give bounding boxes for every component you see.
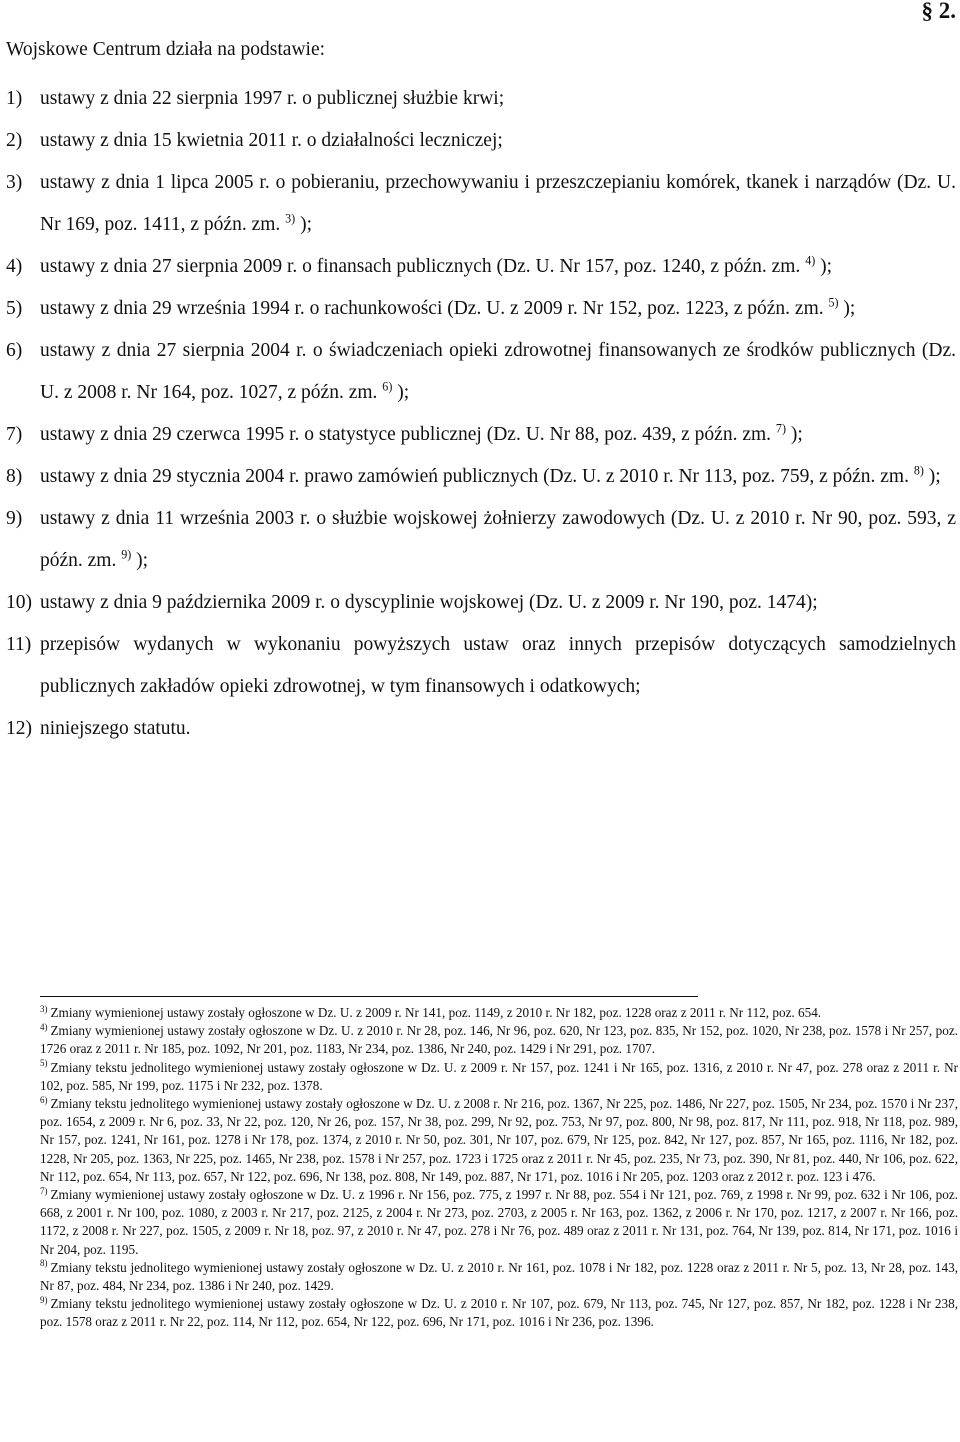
intro-text: Wojskowe Centrum działa na podstawie: bbox=[6, 39, 326, 60]
list-item-closing: ); bbox=[843, 298, 856, 319]
footnote-text: Zmiany tekstu jednolitego wymienionej ustawy zostały ogłoszone w Dz. U. z 2010 r. Nr 107, poz. 679, Nr 113, poz. 745, Nr 127, poz. 857, Nr 182, poz. 1228 i Nr 238, poz. 1578 oraz z 2011 r. Nr 22, poz. 114, Nr 112, poz. 654, Nr 122, poz. 696, Nr 171, poz. 1016 i Nr 236, poz. 1396. bbox=[40, 1296, 958, 1330]
legal-basis-list bbox=[6, 78, 956, 750]
footnote-reference: 3) bbox=[285, 211, 296, 226]
list-item-text bbox=[40, 120, 956, 162]
footnote-marker: 7) bbox=[40, 1185, 48, 1196]
list-item-body: ustawy z dnia 15 kwietnia 2011 r. o działalności leczniczej; bbox=[40, 130, 503, 151]
list-item-text bbox=[40, 456, 956, 498]
list-item-text bbox=[40, 246, 956, 288]
list-item-text bbox=[40, 498, 956, 582]
footnote-marker: 5) bbox=[40, 1058, 48, 1069]
list-item bbox=[6, 246, 956, 288]
footnote bbox=[40, 1059, 958, 1095]
list-item-number: 3) bbox=[6, 172, 23, 193]
footnote-reference: 9) bbox=[121, 547, 132, 562]
list-item-number: 5) bbox=[6, 298, 23, 319]
list-item bbox=[6, 330, 956, 414]
list-item-number: 10) bbox=[6, 592, 32, 613]
list-item-closing: ); bbox=[928, 466, 941, 487]
list-item-closing: ); bbox=[397, 382, 410, 403]
footnote-text: Zmiany wymienionej ustawy zostały ogłoszone w Dz. U. z 2009 r. Nr 141, poz. 1149, z 2010 r. Nr 182, poz. 1228 oraz z 2011 r. Nr 112, poz. 654. bbox=[50, 1005, 822, 1020]
footnote-text: Zmiany tekstu jednolitego wymienionej ustawy zostały ogłoszone w Dz. U. z 2008 r. Nr 216, poz. 1367, Nr 225, poz. 1486, Nr 227, poz. 1505, Nr 234, poz. 1570 i Nr 237, poz. 1654, z 2009 r. Nr 6, poz. 33, Nr 22, poz. 120, Nr 26, poz. 157, Nr 38, poz. 299, Nr 92, poz. 753, Nr 97, poz. 800, Nr 98, poz. 817, Nr 111, poz. 918, Nr 118, poz. 989, Nr 157, poz. 1241, Nr 161, poz. 1278 i Nr 178, poz. 1374, z 2010 r. Nr 50, poz. 301, Nr 107, poz. 679, Nr 125, poz. 842, Nr 127, poz. 857, Nr 165, poz. 1116, Nr 182, poz. 1228, Nr 205, poz. 1363, Nr 225, poz. 1465, Nr 238, poz. 1578 i Nr 257, poz. 1723 i 1725 oraz z 2011 r. Nr 45, poz. 235, Nr 73, poz. 390, Nr 81, poz. 440, Nr 106, poz. 622, Nr 112, poz. 654, Nr 113, poz. 657, Nr 122, poz. 696, Nr 138, poz. 808, Nr 149, poz. 887, Nr 171, poz. 1016 i Nr 205, poz. 1203 oraz z 2012 r. poz. 123 i 476. bbox=[40, 1096, 958, 1184]
footnote bbox=[40, 1022, 958, 1058]
list-item-number: 2) bbox=[6, 130, 23, 151]
list-item-body: niniejszego statutu. bbox=[40, 718, 191, 739]
footnote bbox=[40, 1095, 958, 1186]
list-item-text bbox=[40, 708, 956, 750]
footnote-marker: 6) bbox=[40, 1094, 48, 1105]
list-item-number: 12) bbox=[6, 718, 32, 739]
list-item-text bbox=[40, 288, 956, 330]
list-item-number: 7) bbox=[6, 424, 23, 445]
list-item bbox=[6, 624, 956, 708]
footnote-text: Zmiany wymienionej ustawy zostały ogłoszone w Dz. U. z 2010 r. Nr 28, poz. 146, Nr 96, poz. 620, Nr 123, poz. 835, Nr 152, poz. 1020, Nr 238, poz. 1578 i Nr 257, poz. 1726 oraz z 2011 r. Nr 185, poz. 1092, Nr 201, poz. 1183, Nr 234, poz. 1386, Nr 240, poz. 1429 i Nr 291, poz. 1707. bbox=[40, 1023, 958, 1057]
list-item bbox=[6, 498, 956, 582]
list-item bbox=[6, 78, 956, 120]
list-item-body: ustawy z dnia 1 lipca 2005 r. o pobieraniu, przechowywaniu i przeszczepianiu komórek, tkanek i narządów (Dz. U. Nr 169, poz. 1411, z późn. zm. bbox=[40, 172, 956, 235]
footnote bbox=[40, 1259, 958, 1295]
list-item-body: ustawy z dnia 29 czerwca 1995 r. o statystyce publicznej (Dz. U. Nr 88, poz. 439, z późn. zm. bbox=[40, 424, 772, 445]
list-item-body: ustawy z dnia 29 września 1994 r. o rachunkowości (Dz. U. z 2009 r. Nr 152, poz. 1223, z późn. zm. bbox=[40, 298, 824, 319]
footnote-marker: 9) bbox=[40, 1294, 48, 1305]
list-item-number: 4) bbox=[6, 256, 23, 277]
footnote bbox=[40, 1295, 958, 1331]
section-number: § 2. bbox=[921, 0, 956, 23]
list-item bbox=[6, 162, 956, 246]
list-item-text bbox=[40, 624, 956, 708]
list-item-body: przepisów wydanych w wykonaniu powyższych ustaw oraz innych przepisów dotyczących samodzielnych publicznych zakładów opieki zdrowotnej, w tym finansowych i odatkowych; bbox=[40, 634, 956, 697]
list-item bbox=[6, 414, 956, 456]
list-item-closing: ); bbox=[300, 214, 312, 235]
list-item-number: 1) bbox=[6, 88, 23, 109]
footnote-reference: 4) bbox=[805, 253, 816, 268]
list-item bbox=[6, 582, 956, 624]
list-item-text bbox=[40, 414, 956, 456]
list-item-text bbox=[40, 582, 956, 624]
footnote-marker: 3) bbox=[40, 1003, 48, 1014]
list-item-closing: ); bbox=[790, 424, 803, 445]
footnote-reference: 5) bbox=[828, 295, 839, 310]
list-item bbox=[6, 456, 956, 498]
footnote-marker: 4) bbox=[40, 1021, 48, 1032]
list-item-text bbox=[40, 78, 956, 120]
list-item-body: ustawy z dnia 9 października 2009 r. o dyscyplinie wojskowej (Dz. U. z 2009 r. Nr 190, poz. 1474); bbox=[40, 592, 818, 613]
list-item-body: ustawy z dnia 27 sierpnia 2009 r. o finansach publicznych (Dz. U. Nr 157, poz. 1240, z późn. zm. bbox=[40, 256, 801, 277]
list-item-text bbox=[40, 162, 956, 246]
list-item-text bbox=[40, 330, 956, 414]
list-item-number: 11) bbox=[6, 634, 32, 655]
list-item-body: ustawy z dnia 22 sierpnia 1997 r. o publicznej służbie krwi; bbox=[40, 88, 505, 109]
list-item-body: ustawy z dnia 11 września 2003 r. o służbie wojskowej żołnierzy zawodowych (Dz. U. z 2010 r. Nr 90, poz. 593, z późn. zm. bbox=[40, 508, 956, 571]
footnote-text: Zmiany tekstu jednolitego wymienionej ustawy zostały ogłoszone w Dz. U. z 2009 r. Nr 157, poz. 1241 i Nr 165, poz. 1316, z 2010 r. Nr 47, poz. 278 oraz z 2011 r. Nr 102, poz. 585, Nr 199, poz. 1175 i Nr 232, poz. 1378. bbox=[40, 1059, 958, 1093]
footnote-marker: 8) bbox=[40, 1258, 48, 1269]
footnote bbox=[40, 1186, 958, 1259]
list-item bbox=[6, 708, 956, 750]
list-item-number: 9) bbox=[6, 508, 23, 529]
footnote-reference: 6) bbox=[382, 379, 393, 394]
footnote-text: Zmiany tekstu jednolitego wymienionej ustawy zostały ogłoszone w Dz. U. z 2010 r. Nr 161, poz. 1078 i Nr 182, poz. 1228 oraz z 2011 r. Nr 5, poz. 13, Nr 28, poz. 143, Nr 87, poz. 484, Nr 234, poz. 1386 i Nr 240, poz. 1429. bbox=[40, 1259, 958, 1294]
footnote-separator bbox=[40, 996, 698, 997]
footnote-text: Zmiany wymienionej ustawy zostały ogłoszone w Dz. U. z 1996 r. Nr 156, poz. 775, z 1997 r. Nr 88, poz. 554 i Nr 121, poz. 769, z 1998 r. Nr 99, poz. 632 i Nr 106, poz. 668, z 2001 r. Nr 100, poz. 1080, z 2003 r. Nr 217, poz. 2125, z 2004 r. Nr 273, poz. 2703, z 2005 r. Nr 163, poz. 1362, z 2006 r. Nr 170, poz. 1217, z 2007 r. Nr 166, poz. 1172, z 2008 r. Nr 227, poz. 1505, z 2009 r. Nr 18, poz. 97, z 2010 r. Nr 47, poz. 278 i Nr 76, poz. 489 oraz z 2011 r. Nr 131, poz. 764, Nr 139, poz. 814, Nr 171, poz. 1016 i Nr 204, poz. 1195. bbox=[40, 1187, 958, 1257]
footnote-reference: 7) bbox=[775, 421, 786, 436]
list-item-number: 6) bbox=[6, 340, 23, 361]
list-item-body: ustawy z dnia 27 sierpnia 2004 r. o świadczeniach opieki zdrowotnej finansowanych ze środków publicznych (Dz. U. z 2008 r. Nr 164, poz. 1027, z późn. zm. bbox=[40, 340, 956, 403]
list-item-body: ustawy z dnia 29 stycznia 2004 r. prawo zamówień publicznych (Dz. U. z 2010 r. Nr 113, poz. 759, z późn. zm. bbox=[40, 466, 909, 487]
footnote bbox=[40, 1004, 958, 1022]
footnotes-list bbox=[40, 1004, 958, 1332]
list-item bbox=[6, 120, 956, 162]
list-item bbox=[6, 288, 956, 330]
footnote-reference: 8) bbox=[913, 463, 924, 478]
list-item-number: 8) bbox=[6, 466, 23, 487]
list-item-closing: ); bbox=[820, 256, 833, 277]
list-item-closing: ); bbox=[136, 550, 149, 571]
